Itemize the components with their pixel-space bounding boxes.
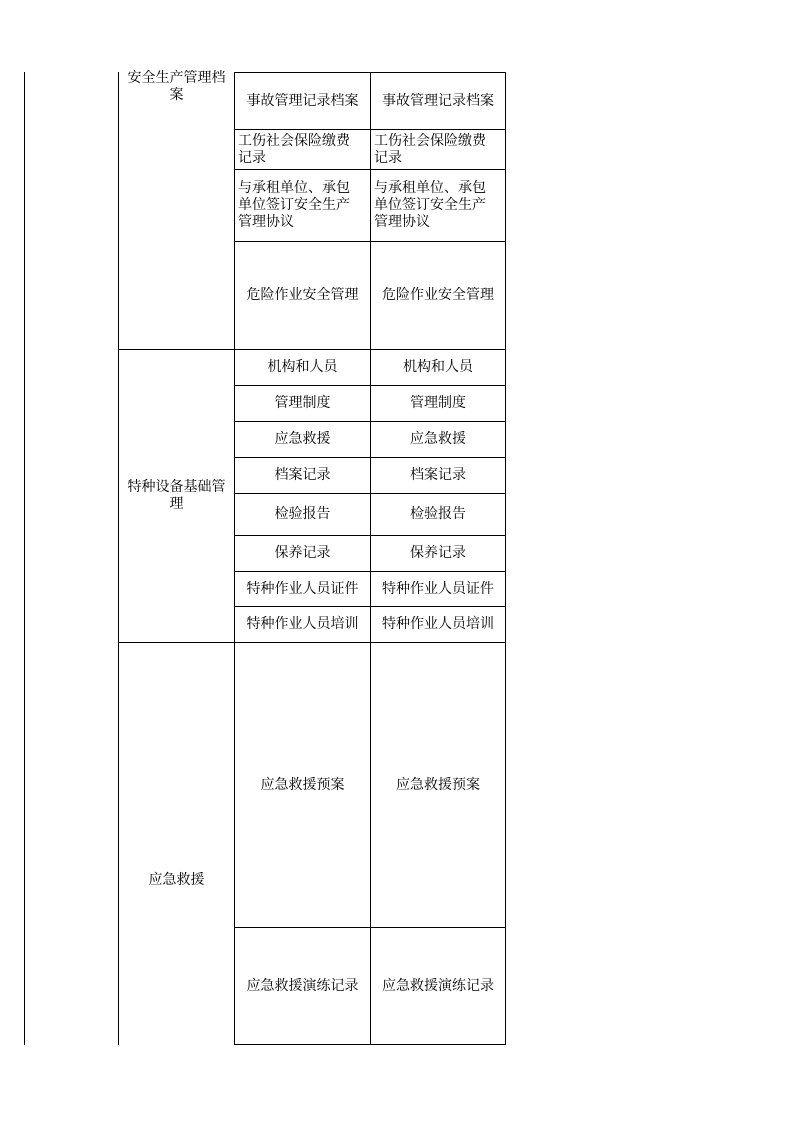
record-label: 管理制度 xyxy=(410,395,466,411)
item-label: 危险作业安全管理 xyxy=(246,287,359,303)
item-label: 管理制度 xyxy=(274,395,331,411)
item-cell xyxy=(235,130,363,169)
item-label: 工伤社会保险缴费记录 xyxy=(238,132,350,166)
item-cell xyxy=(235,386,370,421)
record-label: 应急救援 xyxy=(410,431,466,447)
item-cell xyxy=(235,928,370,1044)
category-cell xyxy=(119,70,234,104)
record-cell xyxy=(371,422,505,457)
record-label: 应急救援预案 xyxy=(396,776,480,793)
record-cell xyxy=(371,572,505,606)
item-label: 特种作业人员培训 xyxy=(246,616,359,632)
record-label: 危险作业安全管理 xyxy=(382,287,494,303)
record-label: 事故管理记录档案 xyxy=(382,92,494,109)
item-label: 机构和人员 xyxy=(267,359,338,375)
record-cell xyxy=(371,386,505,421)
category-label: 安全生产管理档案 xyxy=(127,70,226,103)
item-cell xyxy=(235,170,363,241)
record-label: 保养记录 xyxy=(410,545,466,561)
record-cell xyxy=(371,130,499,169)
item-label: 事故管理记录档案 xyxy=(246,92,359,109)
item-cell xyxy=(235,422,370,457)
category-label: 特种设备基础管理 xyxy=(127,479,226,512)
item-cell xyxy=(235,73,370,129)
record-cell xyxy=(371,170,499,241)
row-divider xyxy=(234,1044,506,1045)
item-cell xyxy=(235,607,370,642)
table-right-border xyxy=(505,72,506,1045)
item-cell xyxy=(235,572,370,606)
record-label: 档案记录 xyxy=(410,467,466,483)
record-cell xyxy=(371,643,505,927)
item-cell xyxy=(235,536,370,571)
item-cell xyxy=(235,494,370,535)
record-cell xyxy=(371,350,505,385)
item-label: 与承租单位、承包单位签订安全生产管理协议 xyxy=(238,180,350,230)
item-label: 特种作业人员证件 xyxy=(246,580,359,597)
record-label: 工伤社会保险缴费记录 xyxy=(374,132,486,166)
record-cell xyxy=(371,242,505,349)
record-label: 与承租单位、承包单位签订安全生产管理协议 xyxy=(374,180,486,230)
record-cell xyxy=(371,607,505,642)
item-label: 应急救援预案 xyxy=(260,776,345,793)
record-label: 特种作业人员培训 xyxy=(382,616,494,632)
item-label: 检验报告 xyxy=(274,506,331,522)
record-label: 特种作业人员证件 xyxy=(382,580,494,597)
item-cell xyxy=(235,458,370,493)
category-cell xyxy=(119,350,234,642)
record-label: 机构和人员 xyxy=(403,359,473,375)
item-label: 保养记录 xyxy=(274,545,331,561)
record-label: 检验报告 xyxy=(410,506,466,522)
item-label: 应急救援 xyxy=(274,431,331,447)
record-cell xyxy=(371,458,505,493)
category-label: 应急救援 xyxy=(148,872,205,888)
record-cell xyxy=(371,536,505,571)
item-cell xyxy=(235,242,370,349)
record-cell xyxy=(371,928,505,1044)
record-label: 应急救援演练记录 xyxy=(382,977,494,994)
category-cell xyxy=(119,643,234,1118)
item-label: 档案记录 xyxy=(274,467,331,483)
record-cell xyxy=(371,494,505,535)
record-cell xyxy=(371,73,505,129)
table-left-border xyxy=(24,72,25,1045)
item-cell xyxy=(235,350,370,385)
item-label: 应急救援演练记录 xyxy=(246,977,359,994)
item-cell xyxy=(235,643,370,927)
